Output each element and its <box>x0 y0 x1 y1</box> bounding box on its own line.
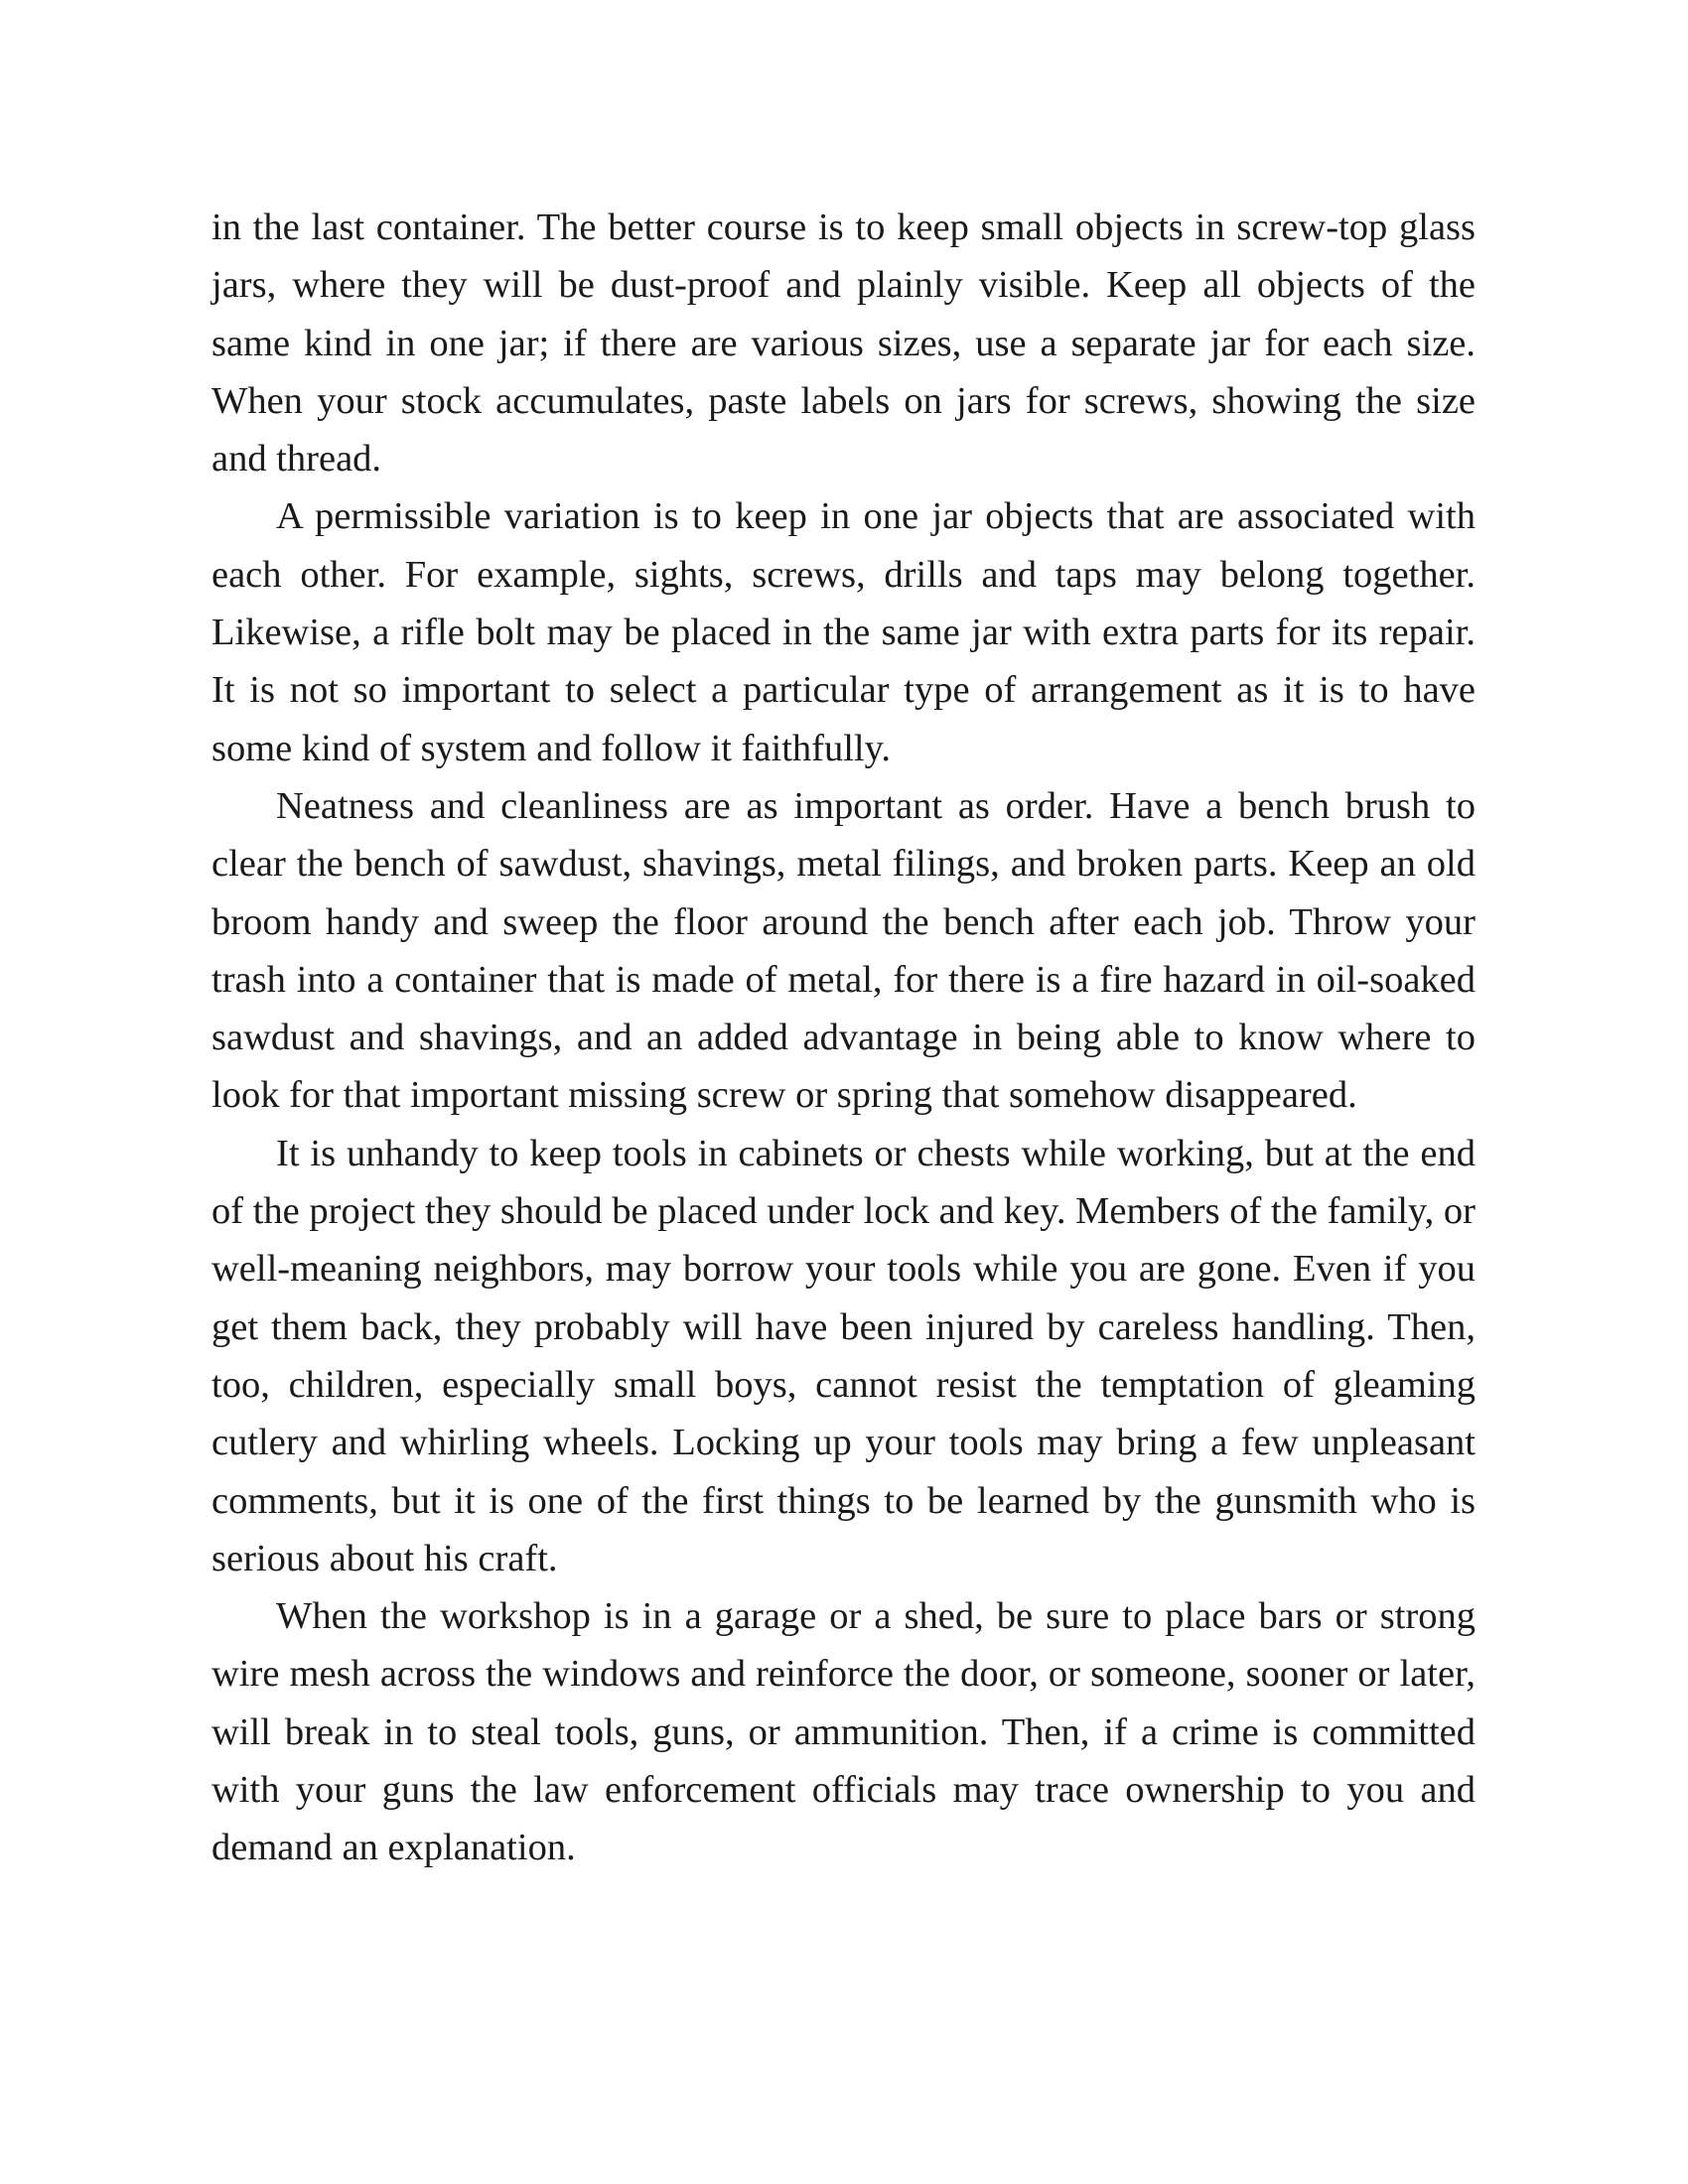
paragraph-neatness: Neatness and cleanliness are as important as order. Have a bench brush to clear the bench of sawdust, shavings, metal filings, and broken parts. Keep an old broom handy and sweep the floor around the bench after each job. Throw your trash into a container that is made of metal, for there is a fire hazard in oil-soaked sawdust and shavings, and an added advantage in being able to know where to look for that important missing screw or spring that somehow disappeared. <box>211 784 1476 1117</box>
paragraph-workshop-security: When the workshop is in a garage or a shed, be sure to place bars or strong wire mesh across the windows and reinforce the door, or someone, sooner or later, will break in to steal tools, guns, or ammunition. Then, if a crime is committed with your guns the law enforcement officials may trace ownership to you and demand an explanation. <box>211 1595 1476 1869</box>
paragraph-jar-variation: A permissible variation is to keep in one jar objects that are associated with each other. For example, sights, screws, drills and taps may belong together. Likewise, a rifle bolt may be placed in the same jar with extra parts for its repair. It is not so important to select a particular type of arrangement as it is to have some kind of system and follow it faithfully. <box>211 495 1476 769</box>
paragraph-tool-storage: It is unhandy to keep tools in cabinets or chests while working, but at the end of the project they should be placed under lock and key. Members of the family, or well-meaning neighbors, may borrow your tools while you are gone. Even if you get them back, they probably will have been injured by careless handling. Then, too, children, especially small boys, cannot resist the temptation of gleaming cutlery and whirling wheels. Locking up your tools may bring a few unpleasant comments, but it is one of the first things to be learned by the gunsmith who is serious about his craft. <box>211 1132 1476 1579</box>
body-text <box>211 199 1476 1877</box>
paragraph-continued: in the last container. The better course is to keep small objects in screw-top glass jars, where they will be dust-proof and plainly visible. Keep all objects of the same kind in one jar; if there are various sizes, use a separate jar for each size. When your stock accumulates, paste labels on jars for screws, showing the size and thread. <box>211 206 1476 480</box>
